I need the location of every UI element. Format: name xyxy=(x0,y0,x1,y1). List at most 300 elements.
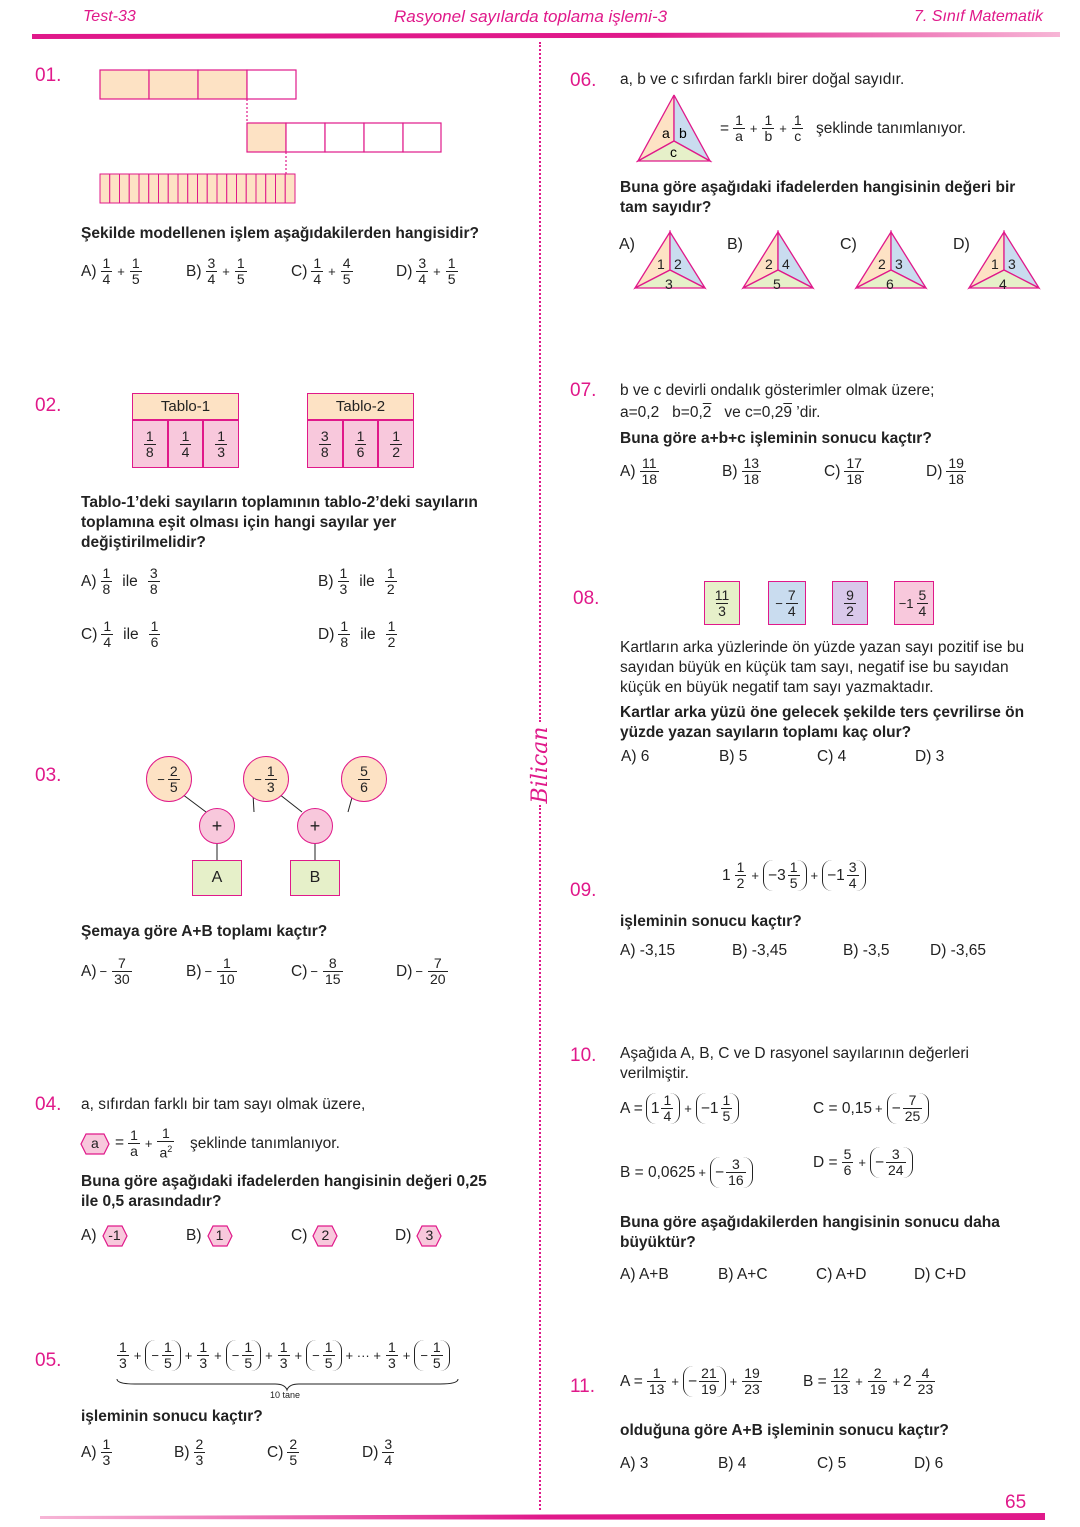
option-text: C) A+D xyxy=(816,1266,867,1283)
denominator: 5 xyxy=(131,271,140,287)
q11-option-2[interactable] xyxy=(718,1455,746,1473)
header-grade: 7. Sınıf Matematik xyxy=(914,8,1043,25)
numerator: 3 xyxy=(384,1436,393,1452)
q07-def-b-repeat: 2 xyxy=(702,404,712,421)
minus-sign: − xyxy=(157,771,165,787)
numerator: 17 xyxy=(846,455,862,471)
denominator: 8 xyxy=(340,634,349,650)
q02-table2-cell xyxy=(343,420,379,468)
fraction xyxy=(431,1340,443,1371)
triangle-b: 3 xyxy=(895,256,903,272)
q08-question: Kartlar arka yüzü öne gelecek şekilde ters çevrilirse ön yüzde yazan sayıların toplamı kaç olur? xyxy=(620,704,1025,741)
q04-def-tail: şeklinde tanımlanıyor. xyxy=(190,1135,340,1152)
hexagon-value: 3 xyxy=(425,1227,434,1243)
q02-table2-cell xyxy=(378,420,414,468)
numerator: 1 xyxy=(222,955,231,971)
q05-option-c[interactable] xyxy=(267,1437,301,1468)
q01-option-d[interactable] xyxy=(396,256,460,287)
q02-table2-cell xyxy=(307,420,343,468)
denominator: 4 xyxy=(102,271,111,287)
option-text: D) -3,65 xyxy=(930,942,986,959)
q11-def-b: B = $\frac{12}{13}$ + $\frac{2}{19}$ + 2 $\frac{4}{23}$ xyxy=(803,1365,934,1397)
fraction xyxy=(194,1437,206,1468)
q07-def-c-repeat: 9 xyxy=(783,404,792,421)
fraction xyxy=(162,1340,174,1371)
plus-sign: + xyxy=(402,1348,411,1363)
q03-option-b[interactable] xyxy=(186,956,239,987)
fraction xyxy=(428,956,448,987)
hexagon-badge xyxy=(102,1225,128,1247)
card-prefix: − xyxy=(775,595,783,611)
denominator: 5 xyxy=(432,1355,441,1371)
fraction xyxy=(144,429,156,460)
q07-option-d[interactable] xyxy=(926,456,968,487)
column-divider-top xyxy=(539,42,541,722)
plus-sign: + xyxy=(433,264,441,279)
option-label: D) xyxy=(395,1227,412,1244)
hexagon-badge xyxy=(416,1225,442,1247)
q02-option-d[interactable] xyxy=(318,619,399,650)
q01-option-c[interactable] xyxy=(291,256,355,287)
q05-option-b[interactable] xyxy=(174,1437,207,1468)
hexagon-value: 1 xyxy=(215,1227,224,1243)
q03-option-d[interactable] xyxy=(396,956,450,987)
q01-strip-cell xyxy=(246,174,256,203)
option-text: A) 3 xyxy=(620,1455,649,1472)
triangle-a: 1 xyxy=(657,256,665,272)
q10-option-1[interactable] xyxy=(620,1266,669,1284)
q03-box-a: A xyxy=(192,860,242,896)
fraction xyxy=(311,256,323,287)
option-label: A) xyxy=(81,1443,97,1461)
q01-strip-cell xyxy=(100,174,110,203)
numerator: 1 xyxy=(432,1339,441,1355)
denominator: 5 xyxy=(163,1355,172,1371)
fraction xyxy=(265,764,277,795)
numerator: 1 xyxy=(102,255,111,271)
denominator: 4 xyxy=(787,602,796,619)
q08-text: Kartların arka yüzlerinde ön yüzde yazan sayı pozitif ise bu sayıdan büyük en küçük tam sayı, negatif ise bu sayıdan küçük en büyük negatif tam sayı yazmaktadır. xyxy=(620,639,1025,696)
ellipsis: + ··· + xyxy=(345,1348,381,1363)
q07-def-c: ve c=0,2 xyxy=(724,404,784,421)
plus-sign: + xyxy=(133,1348,142,1363)
plus-sign: + xyxy=(117,264,125,279)
numerator: 1 xyxy=(279,1339,288,1355)
option-label: D) xyxy=(953,236,970,253)
q01-strip-cell xyxy=(237,174,247,203)
denominator: 3 xyxy=(339,581,348,597)
q08-card-2 xyxy=(768,581,806,625)
q03-circle-2 xyxy=(243,756,289,802)
option-label: A) xyxy=(620,462,636,480)
header-title: Rasyonel sayılarda toplama işlemi-3 xyxy=(394,7,668,26)
q10-option-4[interactable] xyxy=(914,1266,966,1284)
q03-circle-1 xyxy=(146,756,192,802)
q05-brace-label: 10 tane xyxy=(270,1390,301,1400)
fraction xyxy=(385,566,397,597)
q06-option-c[interactable] xyxy=(840,236,940,306)
q09-option-3[interactable] xyxy=(843,942,890,960)
numerator: 3 xyxy=(207,255,216,271)
numerator: 1 xyxy=(236,255,245,271)
q07-definitions xyxy=(620,403,820,423)
plus-sign: + xyxy=(265,1348,273,1363)
q10-intro: Aşağıda A, B, C ve D rasyonel sayılarının değerleri verilmiştir. xyxy=(620,1045,969,1082)
numerator: 1 xyxy=(324,1339,333,1355)
q02-table1-cell xyxy=(203,420,239,468)
minus-sign: − xyxy=(254,771,262,787)
denominator: 5 xyxy=(169,778,178,795)
q05-option-d[interactable] xyxy=(362,1437,396,1468)
ile-word: ile xyxy=(360,625,376,643)
fraction xyxy=(640,456,660,487)
q06-option-a[interactable] xyxy=(619,236,719,306)
denominator: 18 xyxy=(641,471,658,487)
q04-definition: = $\frac{1}{a}$ + $\frac{1}{a^2}$ xyxy=(115,1125,173,1161)
q04-option-b[interactable] xyxy=(186,1225,233,1247)
option-text: C) 5 xyxy=(817,1455,847,1472)
q07-option-b[interactable] xyxy=(722,456,763,487)
minus-sign: − xyxy=(151,1348,159,1363)
option-label: C) xyxy=(291,262,308,280)
q08-number: 08. xyxy=(573,588,600,609)
q04-intro: a, sıfırdan farklı bir tam sayı olmak üzere, xyxy=(81,1096,366,1113)
denominator: 20 xyxy=(429,971,446,987)
fraction xyxy=(148,566,160,597)
q11-option-4[interactable] xyxy=(914,1455,943,1473)
q01-strip-cell xyxy=(256,174,266,203)
fraction xyxy=(946,456,966,487)
denominator: 4 xyxy=(103,634,112,650)
fraction xyxy=(319,429,331,460)
q01-option-a[interactable] xyxy=(81,256,144,287)
minus-sign: − xyxy=(415,964,423,979)
q02-question: Tablo-1’deki sayıların toplamının tablo-2’deki sayıların toplamına eşit olması için hangi sayılar yer değiştirilmelidir? xyxy=(81,494,478,551)
q06-number: 06. xyxy=(570,70,597,91)
q01-strip-cell xyxy=(276,174,286,203)
q03-box-b: B xyxy=(290,860,340,896)
numerator: 1 xyxy=(102,1436,111,1452)
denominator: 30 xyxy=(114,971,130,987)
q10-option-3[interactable] xyxy=(816,1266,866,1284)
numerator: 1 xyxy=(387,618,396,634)
hexagon-value: 2 xyxy=(321,1227,330,1243)
q01-strip-cell xyxy=(198,174,208,203)
q08-option-4[interactable] xyxy=(915,748,944,766)
q02-table1-cell xyxy=(168,420,204,468)
numerator: 1 xyxy=(163,1339,172,1355)
q02-option-a[interactable] xyxy=(81,566,162,597)
paren-group xyxy=(306,1340,341,1371)
fraction xyxy=(117,1340,129,1371)
denominator: 4 xyxy=(418,271,427,287)
q11-option-3[interactable] xyxy=(817,1455,846,1473)
denominator: 10 xyxy=(219,971,235,987)
fraction xyxy=(416,256,428,287)
numerator: 2 xyxy=(195,1436,204,1452)
option-text: B) A+C xyxy=(718,1266,768,1283)
fraction xyxy=(338,566,350,597)
q02-number: 02. xyxy=(35,395,62,416)
fraction xyxy=(180,429,192,460)
q03-option-a[interactable] xyxy=(81,956,134,987)
option-label: D) xyxy=(318,625,335,643)
denominator: 6 xyxy=(150,634,159,650)
q07-def-b: b=0, xyxy=(672,404,703,421)
option-label: C) xyxy=(81,625,98,643)
q01-option-b[interactable] xyxy=(186,256,249,287)
option-text: A) 6 xyxy=(621,748,650,765)
q05-expression xyxy=(115,1340,451,1371)
option-label: C) xyxy=(291,1227,308,1244)
fraction xyxy=(386,619,398,650)
triangle-b: 3 xyxy=(1008,256,1016,272)
numerator: 1 xyxy=(244,1339,253,1355)
fraction xyxy=(287,1437,299,1468)
q06-intro: a, b ve c sıfırdan farklı birer doğal sayıdır. xyxy=(620,71,905,88)
q10-def-b: B = 0,0625 + − $\frac{3}{16}$ xyxy=(620,1157,754,1188)
fraction xyxy=(713,588,732,619)
q04-number: 04. xyxy=(35,1094,62,1115)
q01-strip-cell xyxy=(207,174,217,203)
fraction xyxy=(235,256,247,287)
q06-option-b[interactable] xyxy=(727,236,827,306)
denominator: 8 xyxy=(320,443,329,460)
numerator: 11 xyxy=(714,586,730,603)
denominator: 3 xyxy=(387,1355,396,1371)
q04-option-c[interactable] xyxy=(291,1225,338,1247)
option-label: D) xyxy=(396,262,413,280)
ile-word: ile xyxy=(123,625,139,643)
option-label: B) xyxy=(727,236,743,253)
q03-option-c[interactable] xyxy=(291,956,345,987)
hexagon-badge xyxy=(207,1225,233,1247)
q09-option-4[interactable] xyxy=(930,942,986,960)
numerator: 8 xyxy=(328,955,337,971)
q02-option-b[interactable] xyxy=(318,566,399,597)
q09-expression: 1 $\frac{1}{2}$ + −3 $\frac{1}{5}$ + −1 $\frac{3}{4}$ xyxy=(722,860,867,891)
paren-group xyxy=(414,1340,449,1371)
numerator: 5 xyxy=(360,762,368,779)
option-label: A) xyxy=(81,962,97,980)
hexagon-badge xyxy=(312,1225,338,1247)
q10-def-c: C = 0,15 + − $\frac{7}{25}$ xyxy=(813,1093,930,1124)
numerator: 1 xyxy=(266,762,275,779)
q08-option-2[interactable] xyxy=(719,748,747,766)
q03-question: Şemaya göre A+B toplamı kaçtır? xyxy=(81,923,328,940)
q11-option-1[interactable] xyxy=(620,1455,648,1473)
fraction xyxy=(101,566,113,597)
fraction xyxy=(786,588,798,619)
plus-sign: + xyxy=(214,1348,222,1363)
option-label: C) xyxy=(291,962,308,980)
q06-option-d[interactable] xyxy=(953,236,1053,306)
denominator: 4 xyxy=(207,271,216,287)
fraction xyxy=(101,1437,113,1468)
hexagon-value: -1 xyxy=(108,1227,121,1243)
option-text: D) 6 xyxy=(914,1455,944,1472)
q07-option-c[interactable] xyxy=(824,456,866,487)
q01-strip-cell xyxy=(120,174,130,203)
option-label: C) xyxy=(824,462,841,480)
q08-card-4 xyxy=(894,581,934,625)
option-text: D) 3 xyxy=(915,748,945,765)
numerator: 1 xyxy=(103,618,112,634)
option-text: D) C+D xyxy=(914,1266,967,1283)
fraction xyxy=(149,619,161,650)
plus-sign: + xyxy=(294,1348,303,1363)
q11-number: 11. xyxy=(570,1376,596,1397)
denominator: 18 xyxy=(846,471,862,487)
numerator: 9 xyxy=(846,586,854,603)
fraction xyxy=(197,1340,209,1371)
numerator: 1 xyxy=(181,427,190,444)
denominator: 5 xyxy=(244,1355,253,1371)
numerator: 7 xyxy=(117,955,126,971)
q09-option-1[interactable] xyxy=(620,942,675,960)
numerator: 1 xyxy=(386,565,395,581)
q03-plus-right: + xyxy=(297,808,333,844)
q03-plus-left: + xyxy=(199,808,235,844)
numerator: 4 xyxy=(342,255,351,271)
fraction xyxy=(341,256,353,287)
numerator: 1 xyxy=(387,1339,396,1355)
fraction xyxy=(358,764,370,795)
numerator: 3 xyxy=(320,427,329,444)
denominator: 4 xyxy=(384,1452,393,1468)
option-label: A) xyxy=(81,572,97,590)
q01-model-figure xyxy=(98,68,448,208)
q05-question: işleminin sonucu kaçtır? xyxy=(81,1408,263,1425)
q10-option-2[interactable] xyxy=(718,1266,768,1284)
fraction xyxy=(130,256,142,287)
minus-sign: − xyxy=(420,1348,428,1363)
header-test-label: Test-33 xyxy=(83,8,136,25)
q08-card-3 xyxy=(832,581,868,625)
numerator: 1 xyxy=(199,1339,208,1355)
q04-option-d[interactable] xyxy=(395,1225,442,1247)
denominator: 3 xyxy=(266,778,275,795)
option-text: B) -3,45 xyxy=(732,942,788,959)
q07-question: Buna göre a+b+c işleminin sonucu kaçtır? xyxy=(620,430,932,447)
triangle-c: 5 xyxy=(773,276,781,292)
denominator: 2 xyxy=(386,581,395,597)
paren-group xyxy=(226,1340,261,1371)
q10-number: 10. xyxy=(570,1045,597,1066)
denominator: 2 xyxy=(846,602,854,619)
option-label: A) xyxy=(619,236,635,253)
option-label: A) xyxy=(81,1227,97,1244)
minus-sign: − xyxy=(231,1348,240,1363)
q08-option-3[interactable] xyxy=(817,748,846,766)
plus-sign: + xyxy=(222,264,230,279)
plus-sign: + xyxy=(184,1348,193,1363)
q08-card-1 xyxy=(704,581,740,625)
denominator: 4 xyxy=(313,271,322,287)
fraction xyxy=(917,588,929,619)
denominator: 2 xyxy=(387,634,396,650)
denominator: 3 xyxy=(718,602,726,619)
q10-question: Buna göre aşağıdakilerden hangisinin sonucu daha büyüktür? xyxy=(620,1214,1000,1251)
q02-table1-cell xyxy=(132,420,168,468)
fraction xyxy=(217,956,237,987)
q04-question: Buna göre aşağıdaki ifadelerden hangisinin değeri 0,25 ile 0,5 arasındadır? xyxy=(81,1173,487,1210)
fraction xyxy=(206,256,218,287)
option-label: C) xyxy=(840,236,857,253)
option-text: B) 5 xyxy=(719,748,748,765)
watermark: Bilican xyxy=(527,726,553,804)
q01-strip-cell xyxy=(285,174,295,203)
minus-sign: − xyxy=(310,964,318,979)
q07-option-a[interactable] xyxy=(620,456,661,487)
q09-option-2[interactable] xyxy=(732,942,787,960)
q07-def-a: a=0,2 xyxy=(620,404,660,421)
numerator: 1 xyxy=(340,618,349,634)
q08-option-1[interactable] xyxy=(621,748,649,766)
footer-rule xyxy=(0,1510,1080,1524)
numerator: 13 xyxy=(743,455,760,471)
option-label: D) xyxy=(362,1443,379,1461)
denominator: 8 xyxy=(145,443,154,460)
q09-number: 09. xyxy=(570,880,597,901)
option-label: D) xyxy=(396,962,413,980)
q09-question: işleminin sonucu kaçtır? xyxy=(620,913,802,930)
q05-number: 05. xyxy=(35,1350,62,1371)
triangle-c: 3 xyxy=(665,276,673,292)
q03-number: 03. xyxy=(35,765,62,786)
numerator: 7 xyxy=(787,586,796,603)
q01-strip-cell xyxy=(266,174,276,203)
denominator: 3 xyxy=(199,1355,208,1371)
fraction xyxy=(323,956,343,987)
triangle-b: 2 xyxy=(674,256,682,272)
numerator: 1 xyxy=(392,427,401,444)
option-label: B) xyxy=(186,1227,202,1244)
plus-sign: + xyxy=(328,264,336,279)
q01-strip-cell xyxy=(129,174,139,203)
denominator: 8 xyxy=(102,581,111,597)
header-rule xyxy=(0,30,1080,42)
numerator: 1 xyxy=(447,255,456,271)
option-label: D) xyxy=(926,462,943,480)
q11-def-a: A = $\frac{1}{13}$ + − $\frac{21}{19}$ + $\frac{19}{23}$ xyxy=(620,1365,760,1397)
card-prefix: −1 xyxy=(898,595,914,611)
option-label: B) xyxy=(318,572,334,590)
q01-strip-cell xyxy=(139,174,149,203)
q05-option-a[interactable] xyxy=(81,1437,114,1468)
q01-strip-cell xyxy=(188,174,198,203)
triangle-b: 4 xyxy=(782,256,790,272)
denominator: 6 xyxy=(356,443,365,460)
denominator: 3 xyxy=(102,1452,111,1468)
q10-def-d: D = $\frac{5}{6}$ + − $\frac{3}{24}$ xyxy=(813,1147,914,1178)
denominator: 5 xyxy=(236,271,245,287)
q02-option-c[interactable] xyxy=(81,619,162,650)
numerator: 5 xyxy=(918,586,927,603)
option-text: B) -3,5 xyxy=(843,942,890,959)
numerator: 1 xyxy=(102,565,111,581)
option-label: A) xyxy=(81,262,97,280)
fraction xyxy=(355,429,367,460)
q01-strip-cell xyxy=(159,174,169,203)
fraction xyxy=(446,256,458,287)
fraction xyxy=(112,956,132,987)
q04-option-a[interactable] xyxy=(81,1225,128,1247)
fraction xyxy=(278,1340,290,1371)
numerator: 11 xyxy=(642,455,657,471)
option-text: A) A+B xyxy=(620,1266,669,1283)
numerator: 1 xyxy=(217,427,226,444)
